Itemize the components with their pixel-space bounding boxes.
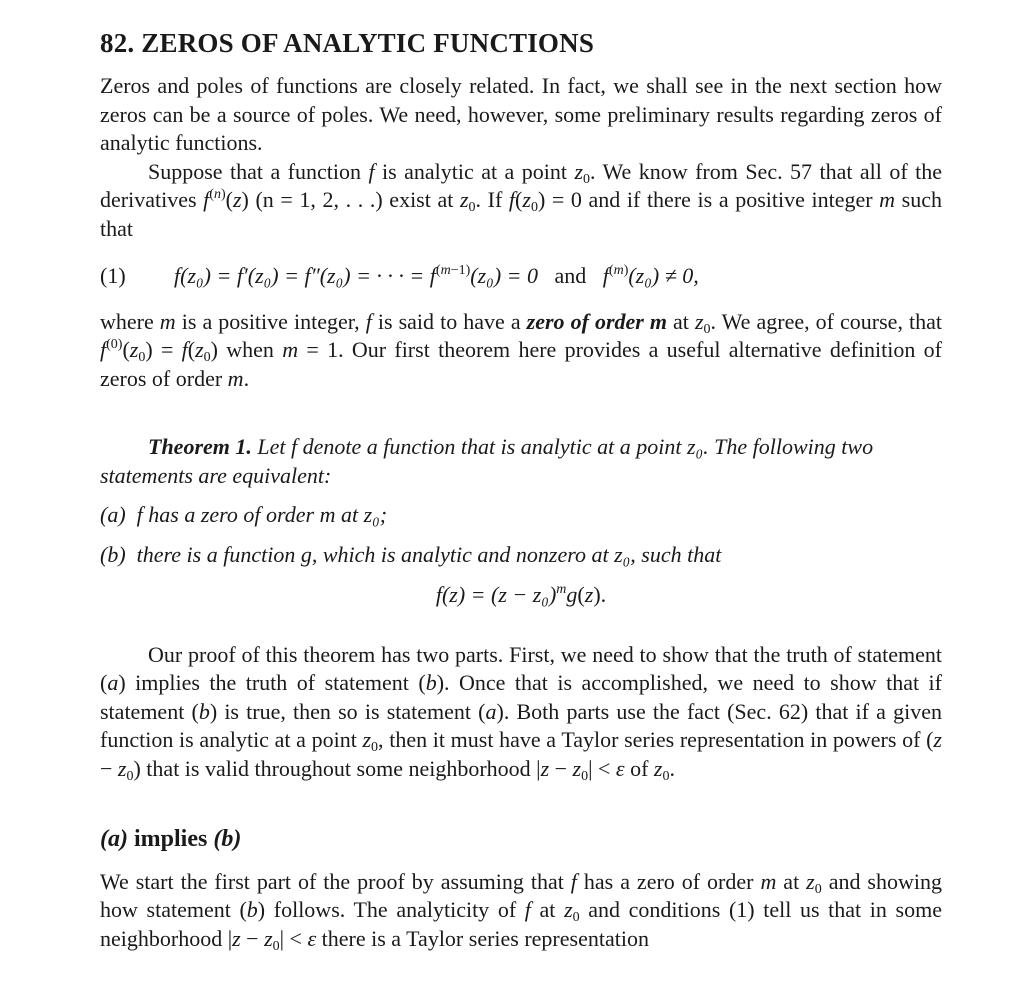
equation-number: (1) [100, 262, 126, 288]
equation-body: f(z₀) = f′(z₀) = f″(z₀) = · · · = $f^{(m-1)}(z_0) = 0$ and $f^{(m)}(z_0) \ne 0$, [174, 262, 699, 288]
proof-part1-paragraph: We start the first part of the proof by assuming that f has a zero of order m at $z_0$ and showing how statement (b) follows. The analyticity of f at $z_0$ and conditions (1) tell us that in some neighborhood $|z - z_0| < \varepsilon$ there is a Taylor series representation [100, 868, 942, 954]
order-definition-paragraph: where m is a positive integer, f is said to have a zero of order m at $z_0$. We agree, of course, that $f^{(0)}(z_0) = f(z_0)$ when m = 1. Our first theorem here provides a useful alternative definition of zeros of order m. [100, 308, 942, 391]
section-title: 82. ZEROS OF ANALYTIC FUNCTIONS [100, 28, 595, 58]
theorem-item-b: (b) there is a function g, which is analytic and nonzero at z₀, such that [100, 541, 722, 567]
page [100, 24, 942, 953]
theorem-1: Theorem 1. Let f denote a function that is analytic at a point z₀. The following two statements are equivalent: [100, 434, 874, 488]
theorem-label: Theorem 1. [148, 434, 252, 460]
subsection-title: (a) implies (b) [100, 825, 242, 852]
theorem-item-a: (a) f has a zero of order m at z₀; [100, 501, 388, 527]
intro-paragraph: Zeros and poles of functions are closely related. In fact, we shall see in the next section how zeros can be a source of poles. We need, however, some preliminary results regarding zeros of analytic functions. [100, 73, 942, 156]
proof-intro-paragraph: Our proof of this theorem has two parts. First, we need to show that the truth of statement (a) implies the truth of statement (b). Once that is accomplished, we need to show that if statement (b) is true, then so is statement (a). Both parts use the fact (Sec. 62) that if a given function is analytic at a point $z_0$, then it must have a Taylor series representation in powers of $(z - z_0)$ that is valid throughout some neighborhood $|z - z_0| < \varepsilon$ of $z_0$. [100, 641, 942, 784]
equation-1 [100, 262, 942, 290]
theorem-formula: $f(z) = (z - z_0)^mg(z)$. [435, 581, 607, 607]
zero-of-order-term: zero of order m [526, 308, 667, 334]
definition-paragraph: Suppose that a function f is analytic at a point $z_0$. We know from Sec. 57 that all of the derivatives $f^{(n)}(z) (n = 1$, 2, . . .) exist at $z_0$. If $f(z_0) = 0$ and if there is a positive integer m such that [100, 158, 943, 241]
